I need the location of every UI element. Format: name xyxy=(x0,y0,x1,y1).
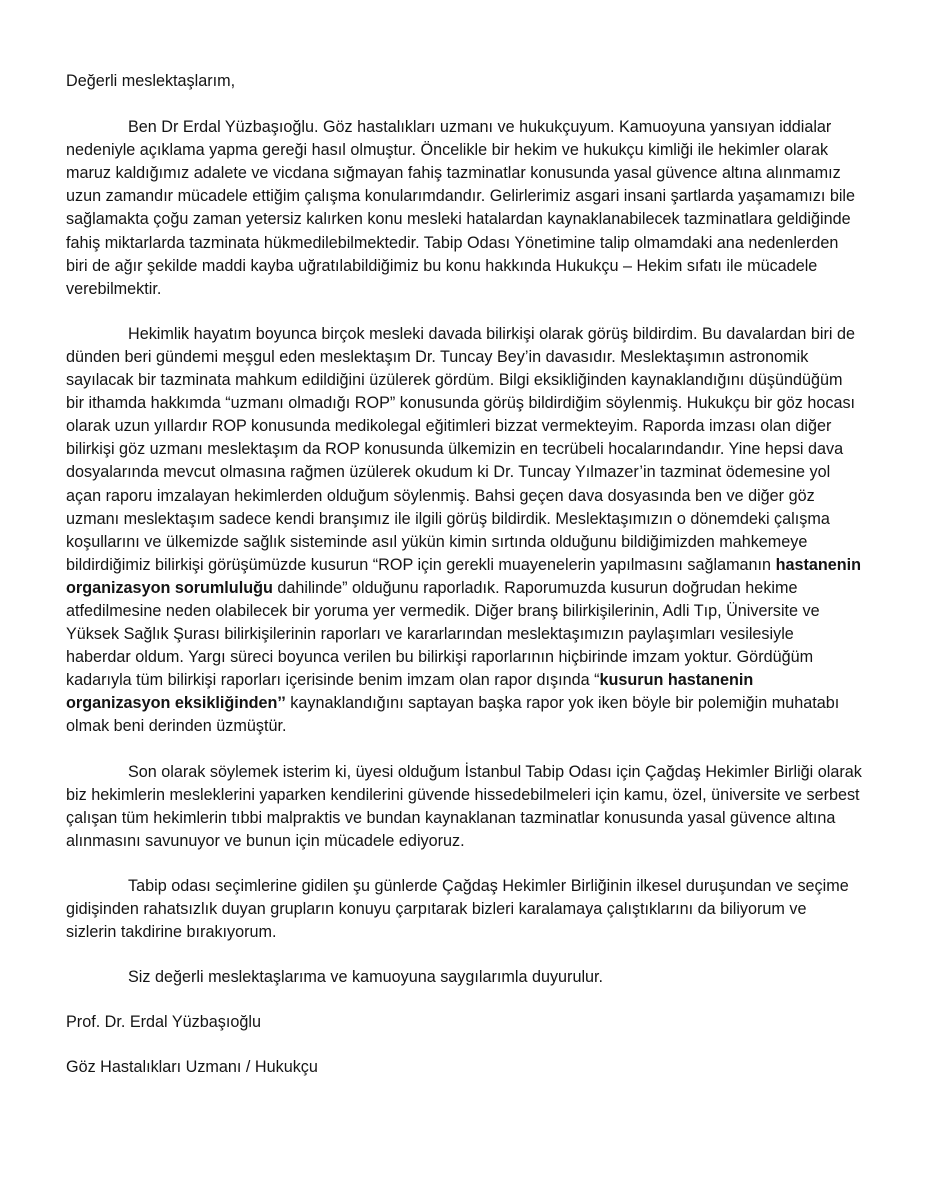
bold-phrase-organization-responsibility: hastanenin organizasyon sorumluluğu xyxy=(66,555,862,597)
bold-phrase-organization-deficiency: kusurun hastanenin organizasyon eksikliğinden’’ xyxy=(66,671,754,713)
paragraph-expert-report xyxy=(66,323,861,739)
closing-line: Siz değerli meslektaşlarıma ve kamuoyuna saygılarımla duyurulur. xyxy=(128,968,604,987)
paragraph-legal-guarantee: Son olarak söylemek isterim ki, üyesi olduğum İstanbul Tabip Odası için Çağdaş Hekimler Birliği olarak biz hekimlerin mesleklerini yaparken kendilerini güvende hissedebilmeleri için kamu, özel, üniversite ve serbest çalışan tüm hekimlerin tıbbi malpraktis ve bundan kaynaklanan tazminatlar konusunda yasal güvence altına alınmasını savunuyor ve bunun için mücadele ediyoruz. xyxy=(66,762,862,850)
salutation: Değerli meslektaşlarım, xyxy=(66,72,236,90)
paragraph-introduction: Ben Dr Erdal Yüzbaşıoğlu. Göz hastalıkları uzmanı ve hukukçuyum. Kamuoyuna yansıyan iddialar nedeniyle açıklama yapma gereği hasıl olmuştur. Öncelikle bir hekim ve hukukçu kimliği ile hekimler olarak maruz kaldığımız adalete ve vicdana sığmayan fahiş tazminatlar konusunda yasal güvence altına alınmamız uzun zamandır mücadele ettiğim çalışma konularımdandır. Gelirlerimiz asgari insani şartlarda yaşamamızı bile sağlamakta çoğu zaman yetersiz kalırken konu mesleki hatalardan kaynaklanabilecek tazminatlara geldiğinde fahiş miktarlarda tazminata hükmedilebilmektedir. Tabip Odası Yönetimine talip olmamdaki ana nedenlerden biri de ağır şekilde maddi kayba uğratılabildiğimiz bu konu hakkında Hukukçu – Hekim sıfatı ile mücadele verebilmektir. xyxy=(66,118,856,298)
paragraph-expert-report-text-3: kaynaklandığını saptayan başka rapor yok iken böyle bir polemiğin muhatabı olmak beni derinden üzmüştür. xyxy=(66,694,840,736)
signature-title: Göz Hastalıkları Uzmanı / Hukukçu xyxy=(66,1058,318,1077)
paragraph-expert-report-text-2: dahilinde” olduğunu raporladık. Raporumuzda kusurun doğrudan hekime atfedilmesine neden olabilecek bir yoruma yer vermedik. Diğer branş bilirkişilerinin, Adli Tıp, Üniversite ve Yüksek Sağlık Şurası bilirkişilerinin raporları ve kararlarından meslektaşımızın paylaşımları vesilesiyle haberdar oldum. Yargı süreci boyunca verilen bu bilirkişi raporlarının hiçbirinde imzam yoktur. Gördüğüm kadarıyla tüm bilirkişi raporları içerisinde benim imzam olan rapor dışında “ xyxy=(66,578,820,690)
paragraph-election: Tabip odası seçimlerine gidilen şu günlerde Çağdaş Hekimler Birliğinin ilkesel duruşundan ve seçime gidişinden rahatsızlık duyan grupların konuyu çarpıtarak bizleri karalamaya çalıştıklarını da biliyorum ve sizlerin takdirine bırakıyorum. xyxy=(66,876,849,942)
signature-name: Prof. Dr. Erdal Yüzbaşıoğlu xyxy=(66,1013,261,1032)
paragraph-expert-report-text-1: Hekimlik hayatım boyunca birçok mesleki davada bilirkişi olarak görüş bildirdim. Bu davalardan biri de dünden beri gündemi meşgul eden meslektaşım Dr. Tuncay Bey’in davasıdır. Meslektaşımın astronomik sayılacak bir tazminata mahkum edildiğini üzülerek gördüm. Bilgi eksikliğinden kaynaklandığını düşündüğüm bir ithamda hakkımda “uzmanı olmadığı ROP” konusunda görüş bildirdiğim söylenmiş. Hukukçu bir göz hocası olarak uzun yıllardır ROP konusunda medikolegal eğitimleri bizzat vermekteyim. Raporda imzası olan diğer bilirkişi göz uzmanı meslektaşım da ROP konusunda ülkemizin en tecrübeli hocalarındandır. Yine hepsi dava dosyalarında mevcut olmasına rağmen üzülerek okudum ki Dr. Tuncay Yılmazer’in tazminat ödemesine yol açan raporu imzalayan hekimlerden olduğum söylenmiş. Bahsi geçen dava dosyasında ben ve diğer göz uzmanı meslektaşım sadece kendi branşımız ile ilgili görüş bildirdik. Meslektaşımızın o dönemdeki çalışma koşullarını ve ülkemizde sağlık sisteminde asıl yükün kimin sırtında olduğunu bildiğimizden mahkemeye bildirdiğimiz bilirkişi görüşümüzde kusurun “ROP için gerekli muayenelerin yapılmasını sağlamanın xyxy=(66,324,856,574)
letter-document xyxy=(66,70,866,1079)
